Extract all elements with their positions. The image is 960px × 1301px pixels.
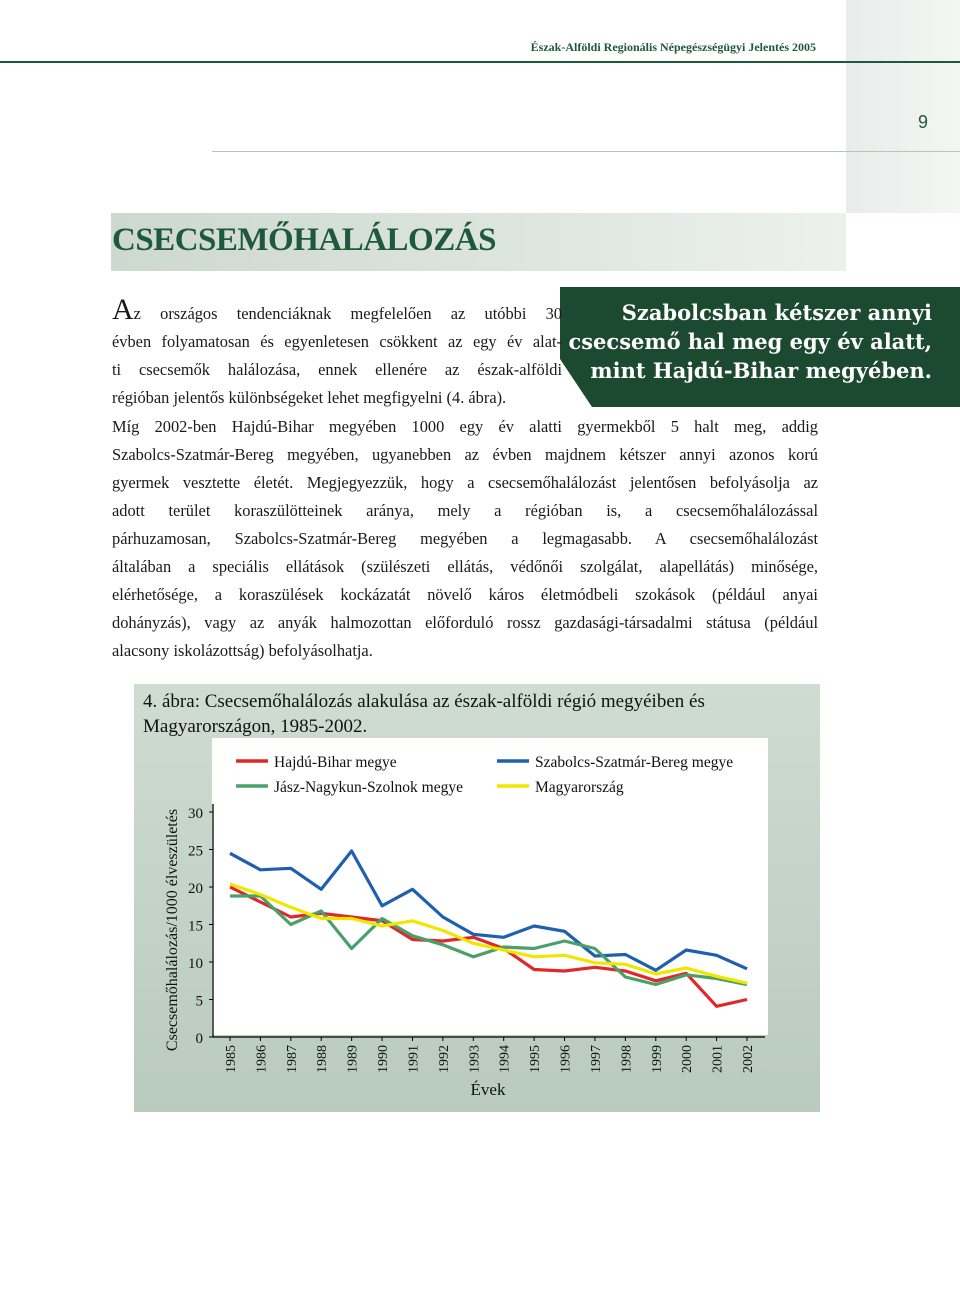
header-title: Észak-Alföldi Regionális Népegészségügyi Jelentés 2005 [530, 40, 816, 54]
paragraph-line: dohányzás), vagy az anyák halmozottan előforduló rossz gazdasági-társadalmi státusa (például [112, 613, 818, 632]
paragraph-line: általában a speciális ellátások (szülészeti ellátás, védőnői szolgálat, alapellátás) minősége, [112, 557, 818, 576]
x-tick-label: 1991 [406, 1045, 422, 1073]
x-tick-label: 1992 [436, 1045, 452, 1073]
y-tick-label: 5 [195, 993, 203, 1010]
y-tick-label: 25 [188, 843, 203, 860]
drop-cap: A [112, 293, 134, 326]
intro-line: Az országos tendenciáknak megfelelően az utóbbi 30 [112, 293, 562, 326]
x-tick-label: 2001 [710, 1045, 726, 1073]
paragraph-line: párhuzamosan, Szabolcs-Szatmár-Bereg megyében a legmagasabb. A csecsemőhalálozást [112, 529, 818, 548]
figure-caption-line: 4. ábra: Csecsemőhalálozás alakulása az észak-alföldi régió megyéiben és [143, 691, 705, 712]
y-tick-label: 20 [188, 881, 203, 897]
x-tick-label: 2000 [680, 1045, 696, 1073]
paragraph-line: elérhetősége, a koraszülések kockázatát növelő káros életmódbeli szokások (például anyai [112, 585, 818, 604]
pull-quote-line: csecsemő hal meg egy év alatt, [568, 329, 932, 354]
pull-quote-line: Szabolcsban kétszer annyi [621, 300, 932, 325]
intro-line: évben folyamatosan és egyenletesen csökkent az egy év alat- [112, 332, 562, 351]
x-tick-label: 1988 [315, 1045, 331, 1073]
x-tick-label: 1997 [588, 1045, 604, 1073]
x-axis-label: Évek [470, 1080, 506, 1099]
x-tick-label: 2002 [741, 1045, 756, 1073]
intro-line: ti csecsemők halálozása, ennek ellenére az észak-alföldi [112, 360, 562, 379]
y-tick-label: 15 [188, 918, 203, 935]
intro-line: régióban jelentős különbségeket lehet megfigyelni (4. ábra). [112, 388, 507, 407]
x-tick-label: 1985 [224, 1045, 239, 1073]
x-tick-label: 1996 [558, 1045, 574, 1073]
paragraph-line: Szabolcs-Szatmár-Bereg megyében, ugyanebben az évben majdnem kétszer annyi azonos korú [112, 445, 818, 464]
y-tick-label: 0 [195, 1031, 203, 1047]
x-tick-label: 1998 [619, 1045, 635, 1073]
figure-caption-line: Magyarországon, 1985-2002. [143, 716, 368, 737]
x-tick-label: 1993 [467, 1045, 483, 1073]
legend-label: Magyarország [535, 779, 624, 796]
y-axis-label: Csecsemőhalálozás/1000 élveszületés [164, 808, 181, 1052]
series-line [230, 884, 747, 983]
legend-label: Szabolcs-Szatmár-Bereg megye [535, 754, 734, 771]
section-title: CSECSEMŐHALÁLOZÁS [112, 222, 496, 258]
paragraph-line: alacsony iskolázottság) befolyásolhatja. [112, 641, 373, 660]
paragraph-line: gyermek vesztette életét. Megjegyezzük, hogy a csecsemőhalálozást jelentősen befolyásolja az [112, 473, 818, 492]
y-tick-label: 10 [188, 956, 203, 972]
pull-quote-line: mint Hajdú-Bihar megyében. [590, 358, 932, 383]
page-number: 9 [917, 112, 928, 132]
x-tick-label: 1986 [254, 1045, 270, 1073]
chart-legend [236, 754, 733, 796]
x-tick-label: 1994 [497, 1045, 513, 1073]
x-tick-label: 1990 [376, 1045, 392, 1073]
y-tick-label: 30 [188, 806, 203, 822]
paragraph-line: adott terület koraszülötteinek aránya, mely a régióban is, a csecsemőhalálozással [112, 501, 818, 520]
paragraph-line: Míg 2002-ben Hajdú-Bihar megyében 1000 egy év alatti gyermekből 5 halt meg, addig [112, 417, 818, 436]
chart-series [230, 851, 747, 1006]
x-tick-label: 1999 [649, 1045, 665, 1073]
x-tick-label: 1989 [345, 1045, 361, 1073]
x-tick-label: 1995 [528, 1045, 544, 1073]
x-tick-label: 1987 [284, 1045, 300, 1073]
legend-label: Hajdú-Bihar megye [274, 754, 397, 771]
legend-label: Jász-Nagykun-Szolnok megye [274, 779, 463, 796]
